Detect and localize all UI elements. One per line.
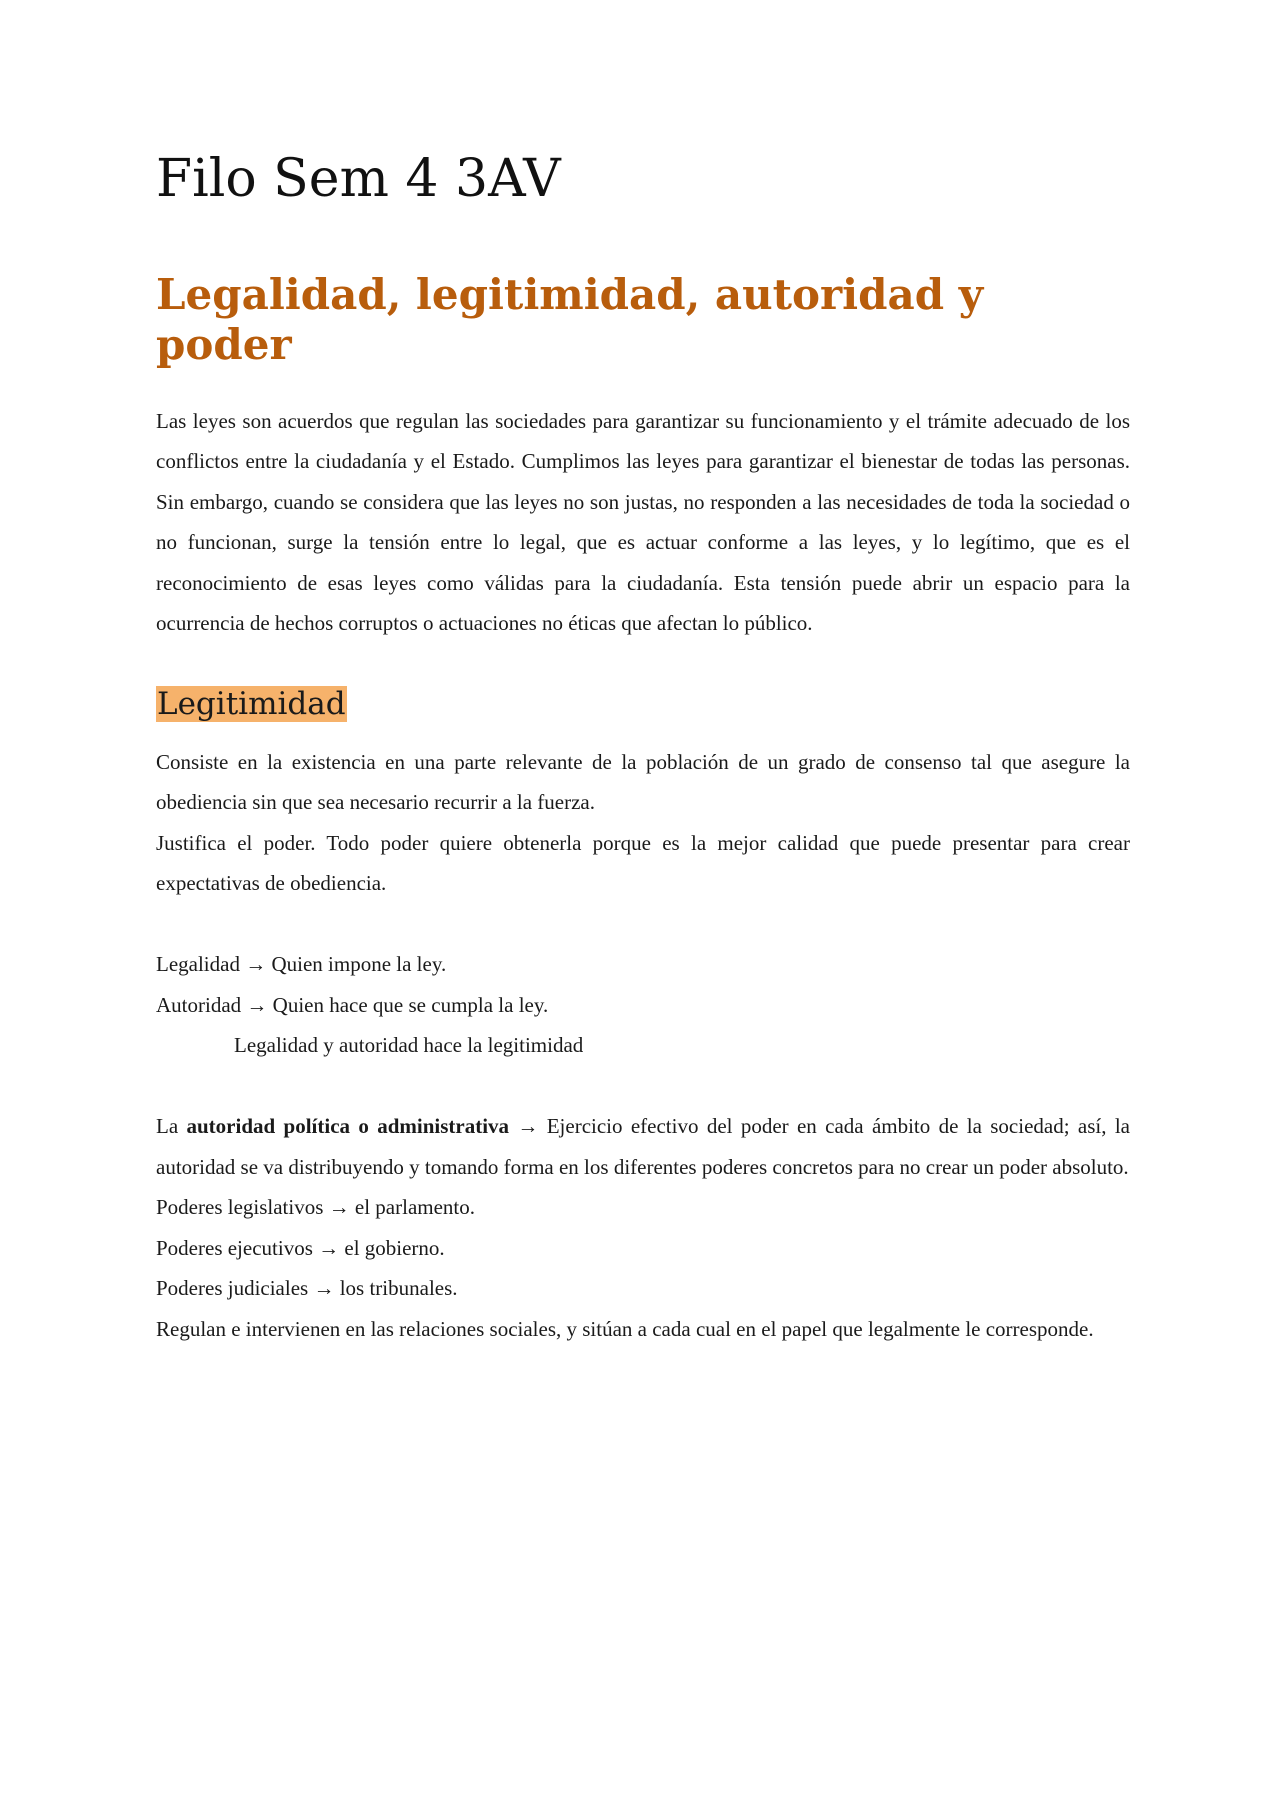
document-title: Filo Sem 4 3AV bbox=[156, 149, 561, 209]
autoridad-bold-term: autoridad política o administrativa bbox=[186, 1114, 510, 1139]
spacer bbox=[156, 1066, 1130, 1107]
legitimidad-justification: Justifica el poder. Todo poder quiere obtenerla porque es la mejor calidad que puede presentar para crear expectativas de obediencia. bbox=[156, 830, 1130, 896]
poderes-ejecutivos-line: Poderes ejecutivos → el gobierno. bbox=[156, 1235, 445, 1260]
legitimidad-definition: Consiste en la existencia en una parte relevante de la población de un grado de consenso tal que asegure la obediencia sin que sea necesario recurrir a la fuerza. bbox=[156, 749, 1130, 815]
autoridad-prefix: La bbox=[156, 1114, 187, 1139]
closing-paragraph: Regulan e intervienen en las relaciones sociales, y sitúan a cada cual en el papel que legalmente le corresponde. bbox=[156, 1316, 1094, 1341]
poderes-judiciales-line: Poderes judiciales → los tribunales. bbox=[156, 1276, 458, 1301]
autoridad-rest: → Ejercicio efectivo del poder en cada ámbito de la sociedad; así, la autoridad se va distribuyendo y tomando forma en los diferentes poderes concretos para no crear un poder absoluto. bbox=[156, 1114, 1130, 1179]
autoridad-line: Autoridad → Quien hace que se cumpla la ley. bbox=[156, 992, 549, 1017]
poderes-legislativos-line: Poderes legislativos → el parlamento. bbox=[156, 1195, 476, 1220]
spacer bbox=[156, 904, 1130, 945]
legitimidad-heading bbox=[156, 684, 1130, 724]
legalidad-line: Legalidad → Quien impone la ley. bbox=[156, 952, 447, 977]
intro-paragraph: Las leyes son acuerdos que regulan las sociedades para garantizar su funcionamiento y el trámite adecuado de los conflictos entre la ciudadanía y el Estado. Cumplimos las leyes para garantizar el bienestar de todas las personas. Sin embargo, cuando se considera que las leyes no son justas, no responden a las necesidades de toda la sociedad o no funcionan, surge la tensión entre lo legal, que es actuar conforme a las leyes, y lo legítimo, que es el reconocimiento de esas leyes como válidas para la ciudadanía. Esta tensión puede abrir un espacio para la ocurrencia de hechos corruptos o actuaciones no éticas que afectan lo público. bbox=[156, 408, 1130, 636]
summary-line: Legalidad y autoridad hace la legitimidad bbox=[234, 1033, 584, 1058]
section-title: Legalidad, legitimidad, autoridad y poder bbox=[156, 269, 984, 370]
document-page bbox=[156, 150, 1130, 1349]
autoridad-paragraph bbox=[156, 1106, 1130, 1187]
legitimidad-heading-text: Legitimidad bbox=[157, 685, 346, 722]
